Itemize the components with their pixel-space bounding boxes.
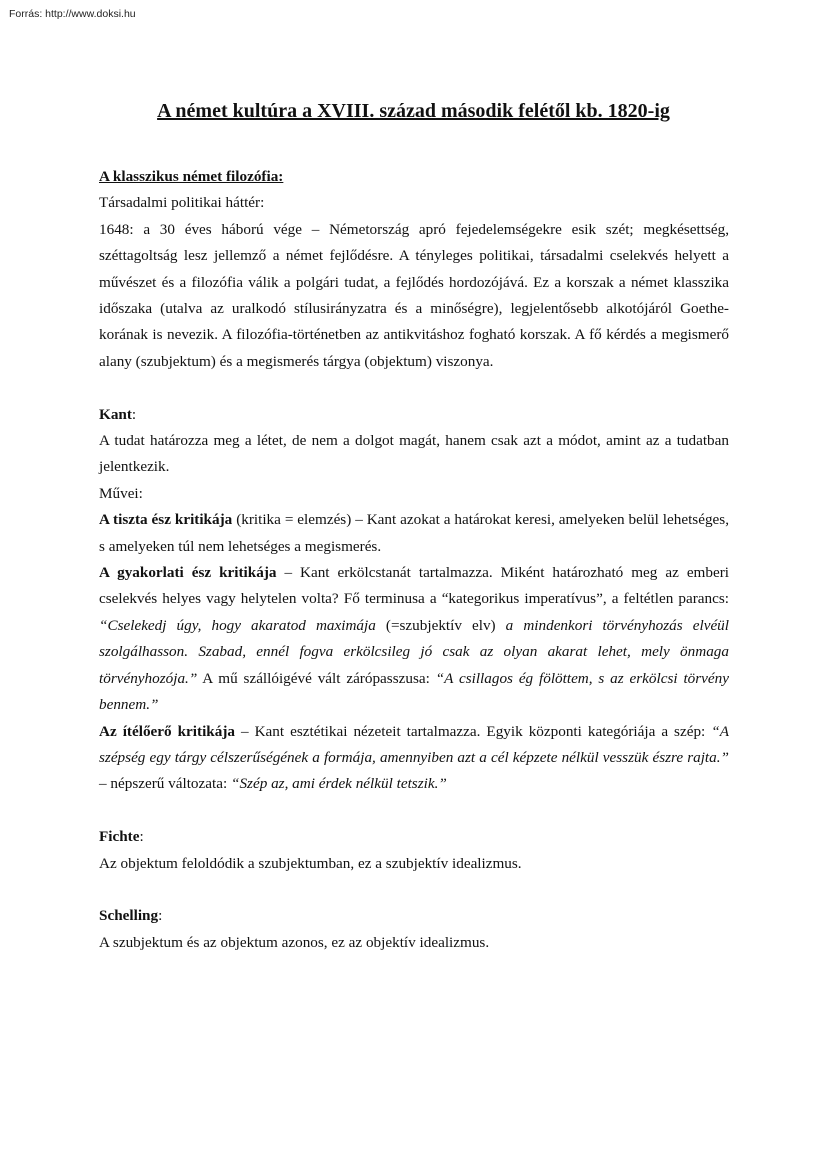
work-description: – Kant esztétikai nézeteit tartalmazza. Egyik központi kategóriája a szép: bbox=[235, 722, 712, 740]
spacer bbox=[99, 798, 729, 824]
spacer bbox=[99, 877, 729, 903]
work-description: – Kant erkölcstanát tartalmazza. Miként határozható meg az emberi cselekvés helyes vagy helytelen volta? Fő terminusa a “kategorikus imperatívus”, a feltétlen parancs: bbox=[99, 564, 729, 608]
work-title: A gyakorlati ész kritikája bbox=[99, 564, 277, 582]
works-label: Művei: bbox=[99, 484, 143, 502]
work-description: A mű szállóigévé vált zárópasszusa: bbox=[197, 669, 436, 687]
document-body bbox=[99, 164, 729, 956]
background-paragraph: 1648: a 30 éves háború vége – Németország apró fejedelemségekre esik szét; megkésettség, széttagoltság lesz jellemző a német fejlődésre. A tényleges politikai, társadalmi cselekvés helyett a művészet és a filozófia válik a polgári tudat, a fejlődés hordozójává. Ez a korszak a német klasszika időszaka (utalva az uralkodó stílusirányzatra és a minőségre), legjelentősebb alkotójáról Goethe-korának is nevezik. A filozófia-történetben az antikvitáshoz fogható korszak. A fő kérdés a megismerő alany (szubjektum) és a megismerés tárgya (objektum) viszonya. bbox=[99, 220, 729, 370]
fichte-name: Fichte bbox=[99, 828, 140, 846]
subheading: Társadalmi politikai háttér: bbox=[99, 194, 265, 212]
kant-heading bbox=[99, 402, 729, 428]
quote: “Szép az, ami érdek nélkül tetszik.” bbox=[231, 775, 447, 793]
schelling-text: A szubjektum és az objektum azonos, ez az objektív idealizmus. bbox=[99, 933, 490, 951]
quote: “A szépség egy tárgy célszerűségének a formája, amennyiben azt a cél képzete nélkül vesszük észre rajta.” bbox=[99, 722, 729, 766]
kant-summary: A tudat határozza meg a létet, de nem a dolgot magát, hanem csak azt a módot, amint az a tudatban jelentkezik. bbox=[99, 432, 729, 476]
section-heading bbox=[99, 164, 729, 190]
work-description: (=szubjektív elv) bbox=[375, 616, 506, 634]
quote: a mindenkori törvényhozás elvéül szolgálhasson. Szabad, ennél fogva erkölcsileg jó csak az olyan akarat lehet, mely önmaga törvényhozója.” bbox=[99, 616, 729, 687]
page-title: A német kultúra a XVIII. század második felétől kb. 1820-ig bbox=[157, 100, 670, 122]
colon: : bbox=[158, 907, 163, 925]
colon: : bbox=[139, 828, 144, 846]
source-label: Forrás: http://www.doksi.hu bbox=[9, 8, 136, 20]
work-judgment bbox=[99, 719, 729, 798]
spacer bbox=[99, 375, 729, 401]
work-title: A tiszta ész kritikája bbox=[99, 511, 233, 529]
work-practical-reason bbox=[99, 560, 729, 718]
quote: “Cselekedj úgy, hogy akaratod maximája bbox=[99, 616, 376, 634]
fichte-text: Az objektum feloldódik a szubjektumban, ez a szubjektív idealizmus. bbox=[99, 854, 522, 872]
fichte-heading bbox=[99, 824, 729, 850]
schelling-heading bbox=[99, 903, 729, 929]
work-title: Az ítélőerő kritikája bbox=[99, 722, 235, 740]
work-pure-reason bbox=[99, 507, 729, 560]
colon: : bbox=[131, 405, 137, 423]
classical-philosophy-heading: A klasszikus német filozófia: bbox=[99, 168, 284, 185]
quote: “A csillagos ég fölöttem, s az erkölcsi törvény bennem.” bbox=[99, 669, 729, 714]
schelling-name: Schelling bbox=[99, 907, 159, 925]
kant-name: Kant bbox=[99, 405, 132, 423]
work-description: (kritika = elemzés) – Kant azokat a határokat keresi, amelyeken belül lehetséges, s amelyeken túl nem lehetséges a megismerés. bbox=[99, 511, 729, 555]
work-description: – népszerű változata: bbox=[99, 775, 231, 793]
